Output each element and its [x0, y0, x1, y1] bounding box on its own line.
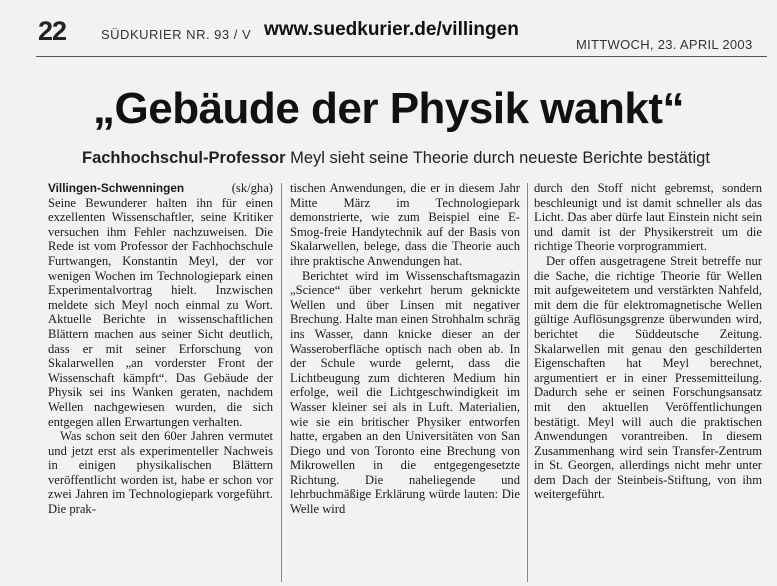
byline: (sk/gha)	[231, 181, 273, 195]
subline-rest: Meyl sieht seine Theorie durch neueste Berichte bestätigt	[285, 149, 710, 167]
paragraph: Der offen ausgetragene Streit betreffe nur die Sache, die richtige Theorie für Wellen mit aufgeweitetem und verstärkten Nahfeld, mit dem die für elektromagnetische Wellen gültige Auflösungsgrenze überwunden wird, berichtet die Süddeutsche Zeitung. Skalarwellen mit genau den geschilderten Eigenschaften hat Meyl berechnet, argumentiert er in einer Pressemitteilung. Dadurch sehe er seinen Forschungsansatz mit den aktuellen Veröffentlichungen bestätigt. Meyl will auch die praktischen Anwendungen vorantreiben. In diesem Zusammenhang wird sein Transfer-Zentrum in St. Georgen, allerdings nicht mehr unter dem Dach der Steinbeis-Stiftung, von ihm weitergeführt.	[534, 253, 762, 502]
column-divider	[281, 183, 282, 582]
header-divider	[36, 56, 767, 57]
paragraph: Berichtet wird im Wissenschaftsmagazin „Science“ über verkehrt herum geknickte Wellen und über Linsen mit negativer Brechung. Halte man einen Strohhalm schräg ins Wasser, dann knicke dieser an der Wasseroberfläche optisch nach oben ab. In der Schule wurde gelernt, dass die Lichtbeugung zum dichteren Medium hin erfolge, weil die Lichtgeschwindigkeit im Wasser kleiner sei als in Luft. Materialien, wie sie ein britischer Physiker entworfen hatte, ergaben an den Universitäten von San Diego und von Toronto eine Brechung von Mikrowellen in die entgegengesetzte Richtung. Die naheliegende und lehrbuchmäßige Erklärung würde lauten: Die Welle wird	[290, 268, 520, 517]
article-column-1	[48, 181, 273, 517]
article-subline	[82, 149, 710, 168]
page-number: 22	[38, 16, 67, 46]
column-divider	[527, 183, 528, 582]
article-headline: „Gebäude der Physik wankt“	[93, 84, 684, 133]
subline-bold: Fachhochschul-Professor	[82, 149, 286, 167]
paragraph: Was schon seit den 60er Jahren vermutet und jetzt erst als experimenteller Nachweis in einigen physikalischen Blättern veröffentlicht worden ist, habe er schon vor zwei Jahren im Technologiepark vorgeführt. Die prak-	[48, 429, 273, 517]
paragraph-text: Seine Bewunderer halten ihn für einen exzellenten Wissenschaftler, seine Kritiker versuchen ihm Fehler nachzuweisen. Die Rede ist vom Professor der Fachhochschule Furtwangen, Konstantin Meyl, der vor wenigen Wochen im Technologiepark einen Experimentalvortrag hielt. Inzwischen meldete sich Meyl noch einmal zu Wort. Aktuelle Berichte in wissenschaftlichen Blättern machen aus seiner Sicht deutlich, dass er mit seiner Erforschung von Skalarwellen „an vorderster Front der Wissenschaft kämpft“. Das Gebäude der Physik sei ins Wanken geraten, nachdem Wellen nachgewiesen wurden, die sich entgegen allen Erwartungen verhalten.	[48, 195, 273, 429]
dateline: Villingen-Schwenningen	[48, 181, 185, 195]
paragraph	[48, 181, 273, 429]
article-column-3	[534, 181, 762, 502]
paper-issue: SÜDKURIER NR. 93 / V	[101, 27, 252, 42]
article-column-2	[290, 181, 520, 517]
website-url: www.suedkurier.de/villingen	[264, 19, 519, 40]
issue-date: MITTWOCH, 23. APRIL 2003	[576, 37, 753, 52]
paragraph: tischen Anwendungen, die er in diesem Jahr Mitte März im Technologiepark demonstrierte, wie zum Beispiel eine E-Smog-freie Handytechnik auf der Basis von Skalarwellen, belege, dass die Theorie auch ihre praktische Anwendungen hat.	[290, 181, 520, 268]
paragraph: durch den Stoff nicht gebremst, sondern beschleunigt und ist damit schneller als das Licht. Das aber dürfe laut Einstein nicht sein und damit ist der Physikerstreit um die richtige Theorie vorprogrammiert.	[534, 181, 762, 254]
